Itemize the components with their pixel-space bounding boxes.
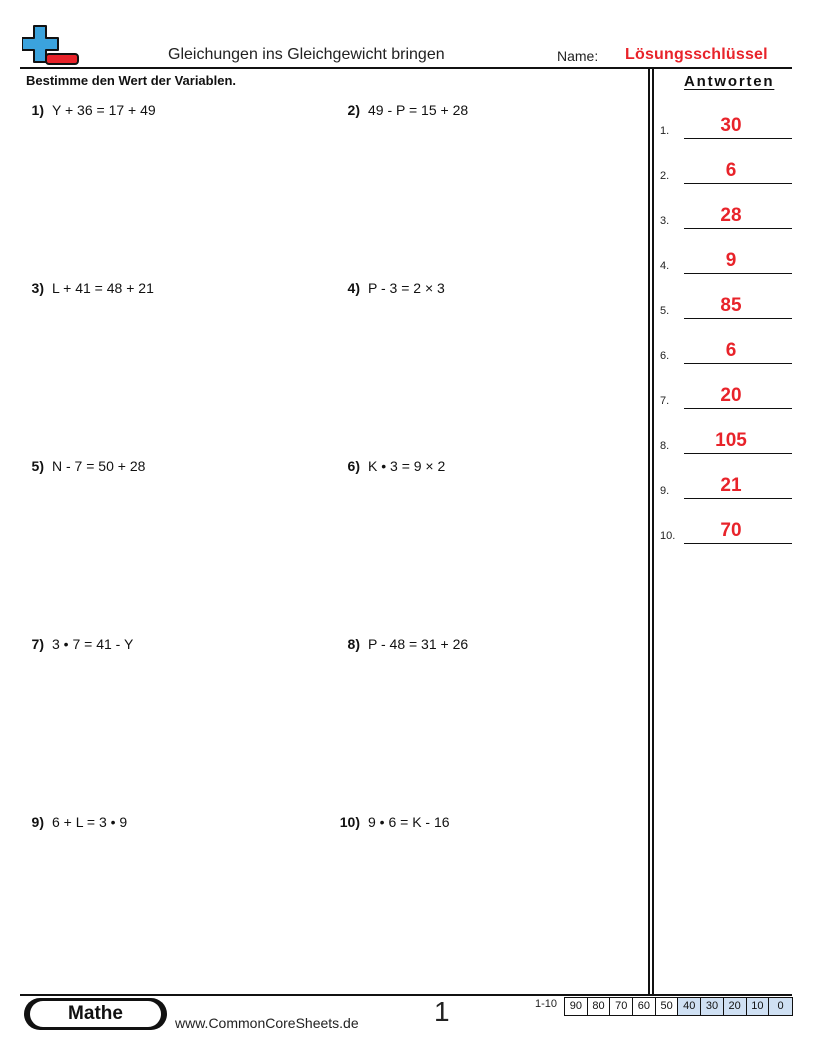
answer-value: 6 bbox=[725, 340, 737, 361]
problem-equation: 49 - P = 15 + 28 bbox=[368, 102, 469, 118]
answers-heading: Antworten bbox=[684, 73, 775, 90]
answer-row-4 bbox=[660, 244, 792, 274]
answer-number: 7. bbox=[660, 395, 670, 407]
answer-row-6 bbox=[660, 334, 792, 364]
problem-10 bbox=[336, 814, 450, 830]
score-range-label: 1-10 bbox=[535, 998, 558, 1010]
answer-line bbox=[684, 543, 792, 544]
answer-row-5 bbox=[660, 289, 792, 319]
problem-2 bbox=[336, 102, 468, 118]
problem-5 bbox=[26, 458, 145, 474]
answer-row-3 bbox=[660, 199, 792, 229]
problem-number: 1) bbox=[31, 102, 44, 118]
score-cell: 20 bbox=[724, 998, 747, 1015]
problem-6 bbox=[336, 458, 445, 474]
score-table bbox=[564, 997, 793, 1016]
answer-row-1 bbox=[660, 109, 792, 139]
answer-row-9 bbox=[660, 469, 792, 499]
name-label: Name: bbox=[557, 48, 599, 64]
problem-1 bbox=[26, 102, 156, 118]
answer-number: 5. bbox=[660, 305, 670, 317]
answer-line bbox=[684, 183, 792, 184]
answer-value: 105 bbox=[715, 430, 747, 451]
score-cell: 10 bbox=[747, 998, 770, 1015]
answer-line bbox=[684, 228, 792, 229]
problem-equation: N - 7 = 50 + 28 bbox=[52, 458, 146, 474]
answer-line bbox=[684, 498, 792, 499]
answer-value: 70 bbox=[720, 520, 742, 541]
answer-line bbox=[684, 453, 792, 454]
score-cell: 80 bbox=[588, 998, 611, 1015]
problem-number: 3) bbox=[31, 280, 44, 296]
footer-divider bbox=[20, 994, 792, 996]
score-cell: 0 bbox=[769, 998, 792, 1015]
score-cell: 60 bbox=[633, 998, 656, 1015]
answer-value: 20 bbox=[720, 385, 742, 406]
answer-number: 4. bbox=[660, 260, 670, 272]
problem-4 bbox=[336, 280, 445, 296]
website-url: www.CommonCoreSheets.de bbox=[175, 1015, 359, 1031]
problem-number: 7) bbox=[31, 636, 44, 652]
score-cell: 50 bbox=[656, 998, 679, 1015]
answer-line bbox=[684, 138, 792, 139]
problem-equation: K • 3 = 9 × 2 bbox=[368, 458, 446, 474]
answer-row-2 bbox=[660, 154, 792, 184]
answer-row-7 bbox=[660, 379, 792, 409]
instruction-text: Bestimme den Wert der Variablen. bbox=[26, 73, 236, 88]
answer-line bbox=[684, 318, 792, 319]
score-cell: 30 bbox=[701, 998, 724, 1015]
problem-number: 4) bbox=[347, 280, 360, 296]
worksheet-title: Gleichungen ins Gleichgewicht bringen bbox=[168, 46, 445, 63]
problem-equation: P - 3 = 2 × 3 bbox=[368, 280, 445, 296]
answer-number: 2. bbox=[660, 170, 670, 182]
answer-value: 28 bbox=[720, 205, 742, 226]
problem-number: 10) bbox=[339, 814, 360, 830]
problem-3 bbox=[26, 280, 154, 296]
answer-row-8 bbox=[660, 424, 792, 454]
answer-value: 85 bbox=[720, 295, 742, 316]
problem-number: 8) bbox=[347, 636, 360, 652]
answer-key-label: Lösungsschlüssel bbox=[625, 46, 768, 63]
answer-number: 1. bbox=[660, 125, 670, 137]
plus-minus-logo-icon bbox=[22, 24, 80, 68]
answer-column-divider bbox=[648, 68, 650, 994]
answer-value: 30 bbox=[720, 115, 742, 136]
header-divider bbox=[20, 67, 792, 69]
problem-equation: 6 + L = 3 • 9 bbox=[52, 814, 128, 830]
problem-equation: Y + 36 = 17 + 49 bbox=[52, 102, 156, 118]
score-cell: 70 bbox=[610, 998, 633, 1015]
answer-number: 8. bbox=[660, 440, 670, 452]
problem-number: 9) bbox=[31, 814, 44, 830]
answer-line bbox=[684, 273, 792, 274]
score-cell: 90 bbox=[565, 998, 588, 1015]
answer-line bbox=[684, 408, 792, 409]
problem-equation: 3 • 7 = 41 - Y bbox=[52, 636, 134, 652]
answer-number: 3. bbox=[660, 215, 670, 227]
answer-number: 10. bbox=[660, 530, 676, 542]
answer-number: 9. bbox=[660, 485, 670, 497]
problem-9 bbox=[26, 814, 127, 830]
page-number: 1 bbox=[434, 996, 450, 1027]
problem-equation: P - 48 = 31 + 26 bbox=[368, 636, 469, 652]
answer-value: 21 bbox=[720, 475, 742, 496]
problem-7 bbox=[26, 636, 133, 652]
answer-value: 6 bbox=[725, 160, 737, 181]
answer-line bbox=[684, 363, 792, 364]
problem-equation: 9 • 6 = K - 16 bbox=[368, 814, 450, 830]
problem-number: 5) bbox=[31, 458, 44, 474]
answer-column-divider bbox=[652, 68, 654, 994]
score-cell: 40 bbox=[678, 998, 701, 1015]
answer-number: 6. bbox=[660, 350, 670, 362]
problem-number: 6) bbox=[347, 458, 360, 474]
problem-number: 2) bbox=[347, 102, 360, 118]
subject-label: Mathe bbox=[30, 1001, 161, 1027]
problem-equation: L + 41 = 48 + 21 bbox=[52, 280, 154, 296]
problem-8 bbox=[336, 636, 468, 652]
answer-value: 9 bbox=[725, 250, 737, 271]
answer-row-10 bbox=[660, 514, 792, 544]
